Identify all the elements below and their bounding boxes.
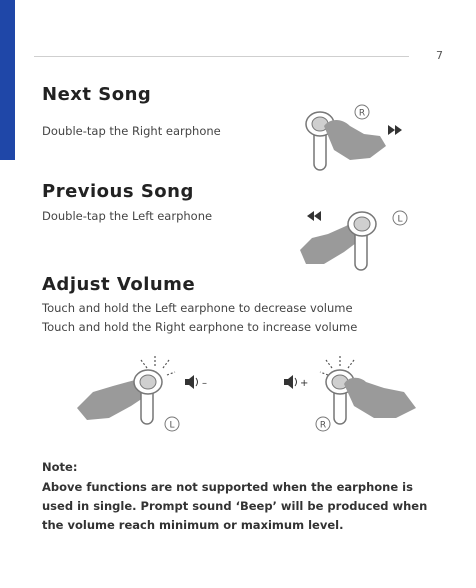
rewind-icon (307, 211, 321, 221)
adjust-volume-heading: Adjust Volume (42, 274, 196, 295)
hand-icon (324, 120, 386, 160)
header-rule (34, 56, 409, 57)
hand-icon (344, 378, 416, 418)
fast-forward-icon (388, 125, 402, 135)
side-badge-l (165, 417, 179, 431)
svg-text:L: L (397, 214, 403, 225)
svg-text:L: L (169, 420, 175, 431)
double-tap-right-illustration (290, 100, 410, 175)
note-heading: Note: (42, 460, 78, 474)
side-badge-r (355, 105, 369, 119)
hold-right-illustration (280, 350, 425, 435)
earphone-right-icon (306, 112, 334, 170)
next-song-heading: Next Song (42, 84, 152, 105)
page-number: 7 (436, 49, 443, 62)
next-song-description: Double-tap the Right earphone (42, 124, 221, 138)
volume-increase-description: Touch and hold the Right earphone to increase volume (42, 320, 358, 334)
earphone-right-icon (326, 370, 354, 424)
note-body: Above functions are not supported when the earphone is used in single. Prompt sound ‘Beep’ will be produced when the volume reach minimum or maximum level. (42, 480, 428, 532)
side-badge-l (393, 211, 407, 225)
speaker-volume-up-icon (284, 375, 308, 389)
previous-song-heading: Previous Song (42, 181, 194, 202)
hold-left-illustration (75, 350, 215, 435)
speaker-volume-down-icon (185, 375, 207, 389)
svg-text:R: R (358, 108, 366, 119)
double-tap-left-illustration (300, 200, 415, 275)
svg-text:–: – (202, 378, 207, 389)
previous-song-description: Double-tap the Left earphone (42, 209, 213, 223)
side-accent-bar (0, 0, 15, 160)
volume-decrease-description: Touch and hold the Left earphone to decrease volume (42, 301, 353, 315)
side-badge-r (316, 417, 330, 431)
svg-text:R: R (319, 420, 327, 431)
svg-text:+: + (300, 378, 309, 389)
